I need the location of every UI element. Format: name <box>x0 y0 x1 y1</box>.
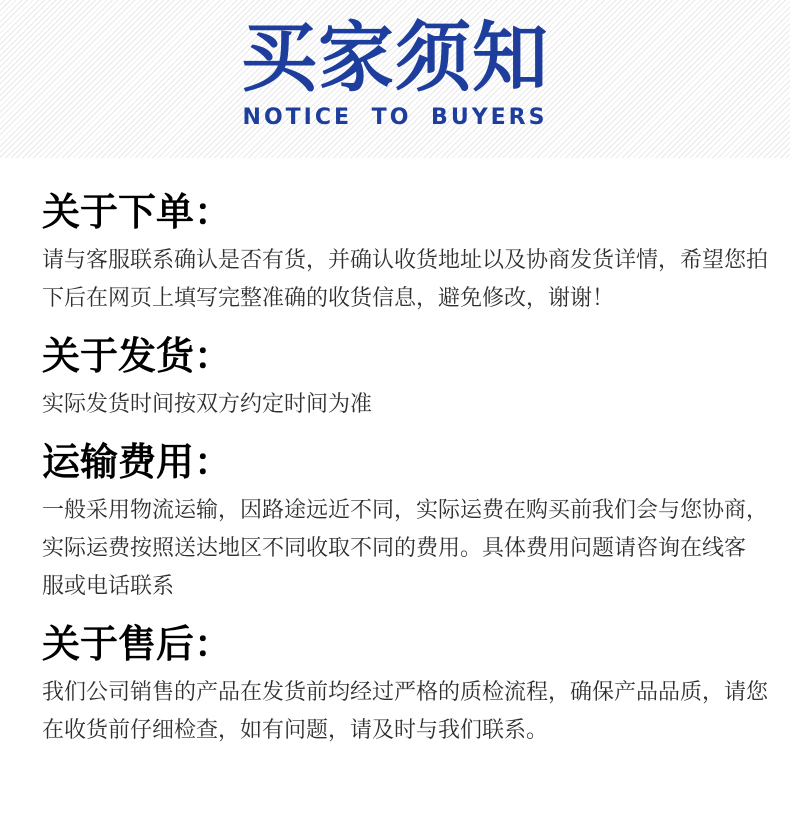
section-paragraph <box>42 492 769 606</box>
notice-section <box>42 440 769 606</box>
section-paragraph <box>42 386 748 424</box>
notice-section <box>42 190 769 318</box>
paragraph-line: 请与客服联系确认是否有货，并确认收货地址以及协商发货详情，希望您拍 <box>42 248 769 273</box>
notice-section <box>42 334 748 424</box>
section-paragraph <box>42 674 769 750</box>
paragraph-line: 实际运费按照送达地区不同收取不同的费用。具体费用问题请咨询在线客 <box>42 536 747 561</box>
paragraph-line: 下后在网页上填写完整准确的收货信息，避免修改，谢谢！ <box>42 286 615 311</box>
page-subtitle: NOTICE TO BUYERS <box>242 105 548 130</box>
notice-content <box>0 158 790 750</box>
notice-section <box>42 622 769 750</box>
page-title: 买家须知 <box>241 13 549 102</box>
section-heading: 关于发货： <box>42 334 233 378</box>
paragraph-line: 实际发货时间按双方约定时间为准 <box>42 392 373 417</box>
section-paragraph <box>42 242 769 318</box>
paragraph-line: 服或电话联系 <box>42 574 175 599</box>
header-banner <box>0 0 790 158</box>
paragraph-line: 一般采用物流运输，因路途远近不同，实际运费在购买前我们会与您协商， <box>42 498 769 523</box>
section-heading: 关于售后： <box>42 622 233 666</box>
paragraph-line: 在收货前仔细检查，如有问题，请及时与我们联系。 <box>42 718 549 743</box>
paragraph-line: 我们公司销售的产品在发货前均经过严格的质检流程，确保产品品质，请您 <box>42 680 769 705</box>
section-heading: 运输费用： <box>42 440 233 484</box>
section-heading: 关于下单： <box>42 190 233 234</box>
